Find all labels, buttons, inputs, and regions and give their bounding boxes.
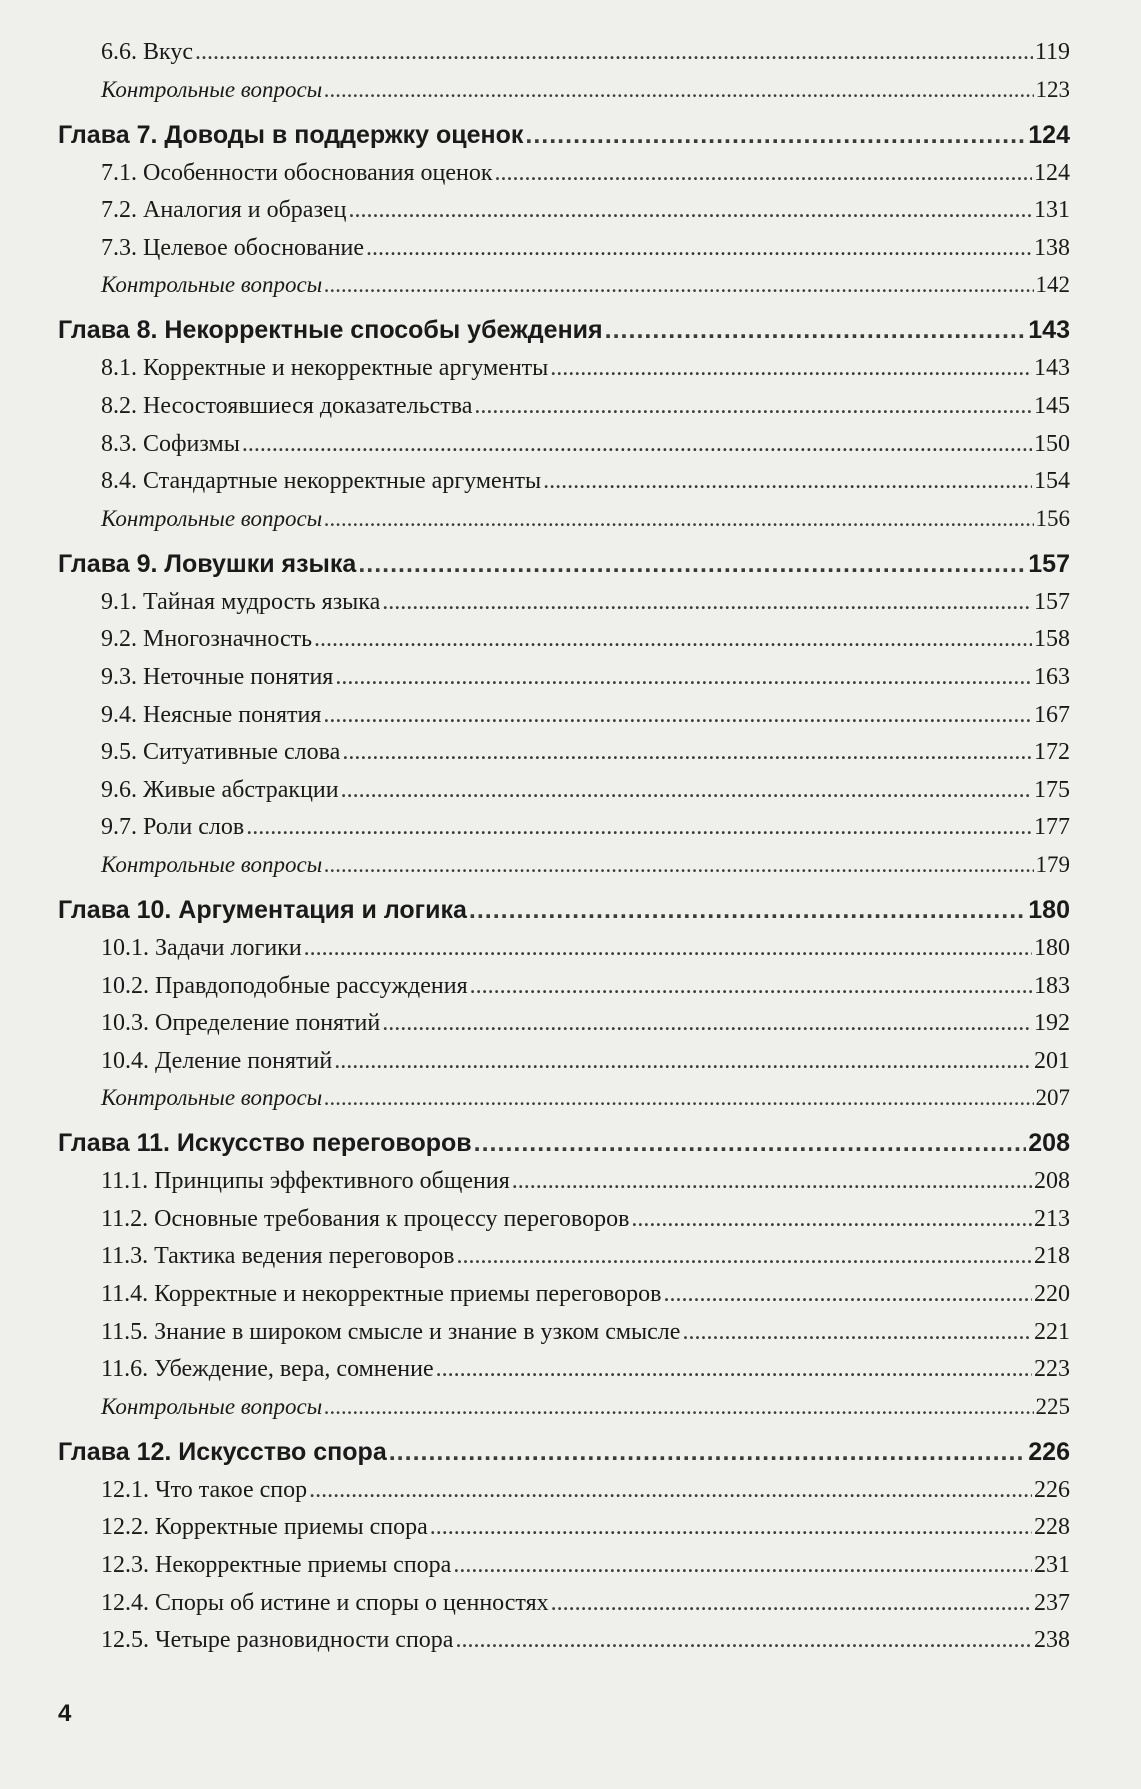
dot-leader: [324, 1389, 1033, 1424]
toc-page-number: 179: [1035, 851, 1070, 877]
toc-page-number: 208: [1034, 1168, 1070, 1195]
toc-page-number: 237: [1034, 1589, 1070, 1616]
toc-section-title: 10.1. Задачи логики: [101, 934, 302, 961]
dot-leader: [436, 1351, 1032, 1389]
dot-leader: [324, 72, 1033, 107]
toc-page-number: 154: [1034, 468, 1070, 495]
dot-leader: [314, 621, 1032, 659]
toc-questions-row: [58, 501, 1070, 536]
toc-chapter-row: [58, 310, 1070, 350]
toc-section-title: 12.1. Что такое спор: [101, 1476, 308, 1503]
toc-chapter-title: Глава 11. Искусство переговоров: [58, 1129, 472, 1158]
dot-leader: [631, 1201, 1032, 1239]
toc-questions-title: Контрольные вопросы: [101, 76, 323, 102]
dot-leader: [605, 310, 1027, 350]
toc-section-row: [58, 1351, 1070, 1389]
toc-section-row: [58, 463, 1070, 501]
toc-section-row: [58, 809, 1070, 847]
toc-section-row: [58, 155, 1070, 193]
toc-chapter-row: [58, 544, 1070, 584]
toc-page-number: 238: [1034, 1627, 1070, 1654]
toc-section-title: 9.2. Многозначность: [101, 626, 313, 653]
toc-page-number: 124: [1028, 120, 1070, 149]
toc-section-title: 8.3. Софизмы: [101, 430, 240, 457]
toc-page-number: 156: [1035, 505, 1070, 531]
dot-leader: [469, 890, 1026, 930]
dot-leader: [550, 350, 1032, 388]
toc-section-title: 11.4. Корректные и некорректные приемы переговоров: [101, 1281, 662, 1308]
toc-questions-row: [58, 72, 1070, 107]
toc-section-title: 10.2. Правдоподобные рассуждения: [101, 972, 468, 999]
toc-section-row: [58, 968, 1070, 1006]
toc-page-number: 226: [1028, 1437, 1070, 1466]
toc-section-title: 6.6. Вкус: [101, 39, 193, 65]
dot-leader: [342, 734, 1032, 772]
toc-page-number: 172: [1034, 739, 1070, 766]
toc-page-number: 220: [1034, 1281, 1070, 1308]
dot-leader: [512, 1163, 1032, 1201]
dot-leader: [323, 697, 1032, 735]
toc-section-title: 9.3. Неточные понятия: [101, 663, 334, 690]
dot-leader: [348, 192, 1032, 230]
dot-leader: [366, 230, 1032, 268]
toc-section-row: [58, 1472, 1070, 1510]
toc-section-row: [58, 1509, 1070, 1547]
toc-section-title: 11.6. Убеждение, вера, сомнение: [101, 1356, 434, 1383]
toc-page-number: 157: [1028, 549, 1070, 578]
toc-section-row: [58, 772, 1070, 810]
dot-leader: [456, 1238, 1032, 1276]
dot-leader: [474, 388, 1032, 426]
toc-page-number: 145: [1034, 392, 1070, 419]
toc-questions-title: Контрольные вопросы: [101, 1393, 323, 1419]
toc-section-title: 10.3. Определение понятий: [101, 1010, 381, 1037]
toc-chapter-title: Глава 10. Аргументация и логика: [58, 895, 467, 924]
dot-leader: [358, 544, 1026, 584]
table-of-contents: [58, 34, 1070, 1660]
toc-page-number: 208: [1028, 1129, 1070, 1158]
toc-chapter-row: [58, 1432, 1070, 1472]
toc-page-number: 163: [1034, 663, 1070, 690]
toc-page-number: 138: [1034, 234, 1070, 261]
toc-section-row: [58, 1163, 1070, 1201]
toc-page-number: 177: [1034, 814, 1070, 841]
toc-section-row: [58, 1276, 1070, 1314]
toc-section-title: 9.6. Живые абстракции: [101, 776, 339, 803]
toc-section-row: [58, 1043, 1070, 1081]
toc-questions-title: Контрольные вопросы: [101, 272, 323, 298]
toc-questions-row: [58, 267, 1070, 302]
toc-page-number: 167: [1034, 701, 1070, 728]
toc-questions-row: [58, 1080, 1070, 1115]
dot-leader: [324, 1080, 1033, 1115]
toc-page-number: 213: [1034, 1205, 1070, 1232]
dot-leader: [525, 115, 1026, 155]
toc-section-title: 12.2. Корректные приемы спора: [101, 1514, 428, 1541]
toc-chapter-title: Глава 9. Ловушки языка: [58, 549, 357, 578]
toc-section-title: 12.4. Споры об истине и споры о ценностях: [101, 1589, 549, 1616]
toc-page-number: 231: [1034, 1552, 1070, 1579]
toc-section-title: 11.5. Знание в широком смысле и знание в узком смысле: [101, 1318, 681, 1345]
toc-section-title: 11.2. Основные требования к процессу переговоров: [101, 1205, 630, 1232]
dot-leader: [389, 1432, 1027, 1472]
toc-section-row: [58, 1585, 1070, 1623]
dot-leader: [470, 968, 1032, 1006]
toc-chapter-row: [58, 890, 1070, 930]
dot-leader: [543, 463, 1032, 501]
toc-section-title: 9.1. Тайная мудрость языка: [101, 588, 381, 615]
toc-section-row: [58, 697, 1070, 735]
toc-section-row: [58, 659, 1070, 697]
dot-leader: [195, 34, 1033, 72]
toc-page-number: 207: [1035, 1085, 1070, 1111]
dot-leader: [246, 809, 1032, 847]
toc-section-title: 10.4. Деление понятий: [101, 1047, 333, 1074]
dot-leader: [495, 155, 1033, 193]
toc-section-row: [58, 1314, 1070, 1352]
toc-page-number: 180: [1034, 934, 1070, 961]
toc-section-row: [58, 734, 1070, 772]
toc-page-number: 131: [1034, 197, 1070, 224]
toc-chapter-title: Глава 8. Некорректные способы убеждения: [58, 316, 603, 345]
toc-page-number: 143: [1028, 316, 1070, 345]
toc-section-title: 9.4. Неясные понятия: [101, 701, 322, 728]
toc-page-number: 175: [1034, 776, 1070, 803]
dot-leader: [682, 1314, 1032, 1352]
toc-chapter-title: Глава 7. Доводы в поддержку оценок: [58, 120, 524, 149]
page-number: 4: [58, 1700, 72, 1727]
toc-section-row: [58, 621, 1070, 659]
toc-page-number: 123: [1035, 76, 1070, 102]
toc-section-title: 7.3. Целевое обоснование: [101, 234, 365, 261]
toc-section-row: [58, 192, 1070, 230]
toc-page-number: 158: [1034, 626, 1070, 653]
toc-page-number: 124: [1034, 159, 1070, 186]
toc-section-title: 8.2. Несостоявшиеся доказательства: [101, 392, 473, 419]
toc-questions-title: Контрольные вопросы: [101, 505, 323, 531]
dot-leader: [430, 1509, 1032, 1547]
dot-leader: [309, 1472, 1032, 1510]
toc-page-number: 228: [1034, 1514, 1070, 1541]
toc-section-row: [58, 34, 1070, 72]
toc-section-title: 12.3. Некорректные приемы спора: [101, 1552, 452, 1579]
toc-section-title: 11.3. Тактика ведения переговоров: [101, 1243, 455, 1270]
dot-leader: [335, 659, 1032, 697]
toc-page-number: 201: [1034, 1047, 1070, 1074]
dot-leader: [304, 930, 1032, 968]
toc-section-row: [58, 1547, 1070, 1585]
toc-section-title: 8.4. Стандартные некорректные аргументы: [101, 468, 542, 495]
toc-section-title: 9.7. Роли слов: [101, 814, 245, 841]
toc-section-row: [58, 584, 1070, 622]
toc-section-title: 7.1. Особенности обоснования оценок: [101, 159, 493, 186]
toc-section-row: [58, 426, 1070, 464]
toc-page-number: 180: [1028, 895, 1070, 924]
dot-leader: [382, 1005, 1032, 1043]
toc-section-row: [58, 1201, 1070, 1239]
toc-page-number: 183: [1034, 972, 1070, 999]
dot-leader: [382, 584, 1032, 622]
toc-questions-title: Контрольные вопросы: [101, 1085, 323, 1111]
toc-section-title: 8.1. Корректные и некорректные аргументы: [101, 355, 549, 382]
dot-leader: [474, 1123, 1027, 1163]
toc-section-row: [58, 350, 1070, 388]
toc-page-number: 226: [1034, 1476, 1070, 1503]
toc-page-number: 221: [1034, 1318, 1070, 1345]
toc-section-row: [58, 1622, 1070, 1660]
toc-chapter-row: [58, 1123, 1070, 1163]
toc-page-number: 218: [1034, 1243, 1070, 1270]
toc-questions-row: [58, 847, 1070, 882]
dot-leader: [455, 1622, 1032, 1660]
toc-page-number: 192: [1034, 1010, 1070, 1037]
dot-leader: [334, 1043, 1032, 1081]
toc-chapter-title: Глава 12. Искусство спора: [58, 1437, 387, 1466]
toc-section-title: 7.2. Аналогия и образец: [101, 197, 347, 224]
dot-leader: [341, 772, 1032, 810]
toc-section-row: [58, 230, 1070, 268]
toc-questions-title: Контрольные вопросы: [101, 851, 323, 877]
dot-leader: [242, 426, 1032, 464]
toc-section-title: 11.1. Принципы эффективного общения: [101, 1168, 510, 1195]
toc-page-number: 142: [1035, 272, 1070, 298]
toc-page-number: 223: [1034, 1356, 1070, 1383]
toc-page-number: 225: [1035, 1393, 1070, 1419]
toc-section-row: [58, 1005, 1070, 1043]
toc-section-title: 12.5. Четыре разновидности спора: [101, 1627, 454, 1654]
toc-page-number: 119: [1034, 39, 1070, 65]
dot-leader: [324, 501, 1033, 536]
dot-leader: [453, 1547, 1032, 1585]
dot-leader: [663, 1276, 1032, 1314]
toc-chapter-row: [58, 115, 1070, 155]
toc-section-row: [58, 1238, 1070, 1276]
dot-leader: [324, 267, 1033, 302]
toc-page-number: 157: [1034, 588, 1070, 615]
dot-leader: [551, 1585, 1032, 1623]
toc-section-row: [58, 930, 1070, 968]
dot-leader: [324, 847, 1033, 882]
toc-page-number: 143: [1034, 355, 1070, 382]
toc-section-title: 9.5. Ситуативные слова: [101, 739, 341, 766]
toc-section-row: [58, 388, 1070, 426]
toc-page-number: 150: [1034, 430, 1070, 457]
toc-questions-row: [58, 1389, 1070, 1424]
